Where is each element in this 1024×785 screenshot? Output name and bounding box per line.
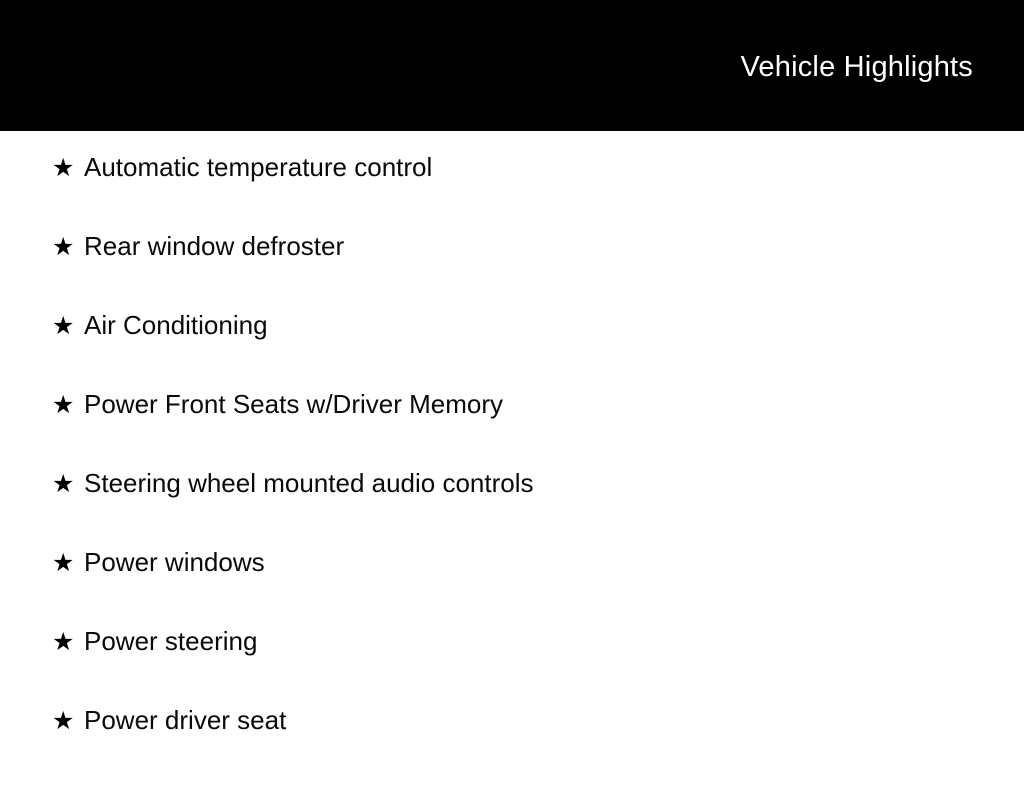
list-item — [40, 548, 1024, 627]
list-item — [40, 706, 1024, 785]
highlight-label: Power windows — [84, 547, 265, 577]
star-icon: ★ — [52, 391, 75, 419]
page-title: Vehicle Highlights — [740, 51, 973, 83]
star-icon: ★ — [52, 707, 75, 735]
highlight-label: Rear window defroster — [84, 231, 345, 261]
star-icon: ★ — [52, 154, 75, 182]
list-item — [40, 311, 1024, 390]
list-item — [40, 627, 1024, 706]
highlight-label: Steering wheel mounted audio controls — [84, 468, 534, 498]
header-bar — [0, 0, 1024, 131]
highlight-label: Automatic temperature control — [84, 152, 433, 182]
star-icon: ★ — [52, 470, 75, 498]
star-icon: ★ — [52, 549, 75, 577]
highlight-label: Power driver seat — [84, 705, 287, 735]
vehicle-highlights-list — [0, 131, 1024, 785]
list-item — [40, 232, 1024, 311]
star-icon: ★ — [52, 312, 75, 340]
list-item — [40, 153, 1024, 232]
list-item — [40, 390, 1024, 469]
star-icon: ★ — [52, 628, 75, 656]
star-icon: ★ — [52, 233, 75, 261]
list-item — [40, 469, 1024, 548]
highlight-label: Air Conditioning — [84, 310, 268, 340]
highlight-label: Power Front Seats w/Driver Memory — [84, 389, 503, 419]
highlight-label: Power steering — [84, 626, 258, 656]
